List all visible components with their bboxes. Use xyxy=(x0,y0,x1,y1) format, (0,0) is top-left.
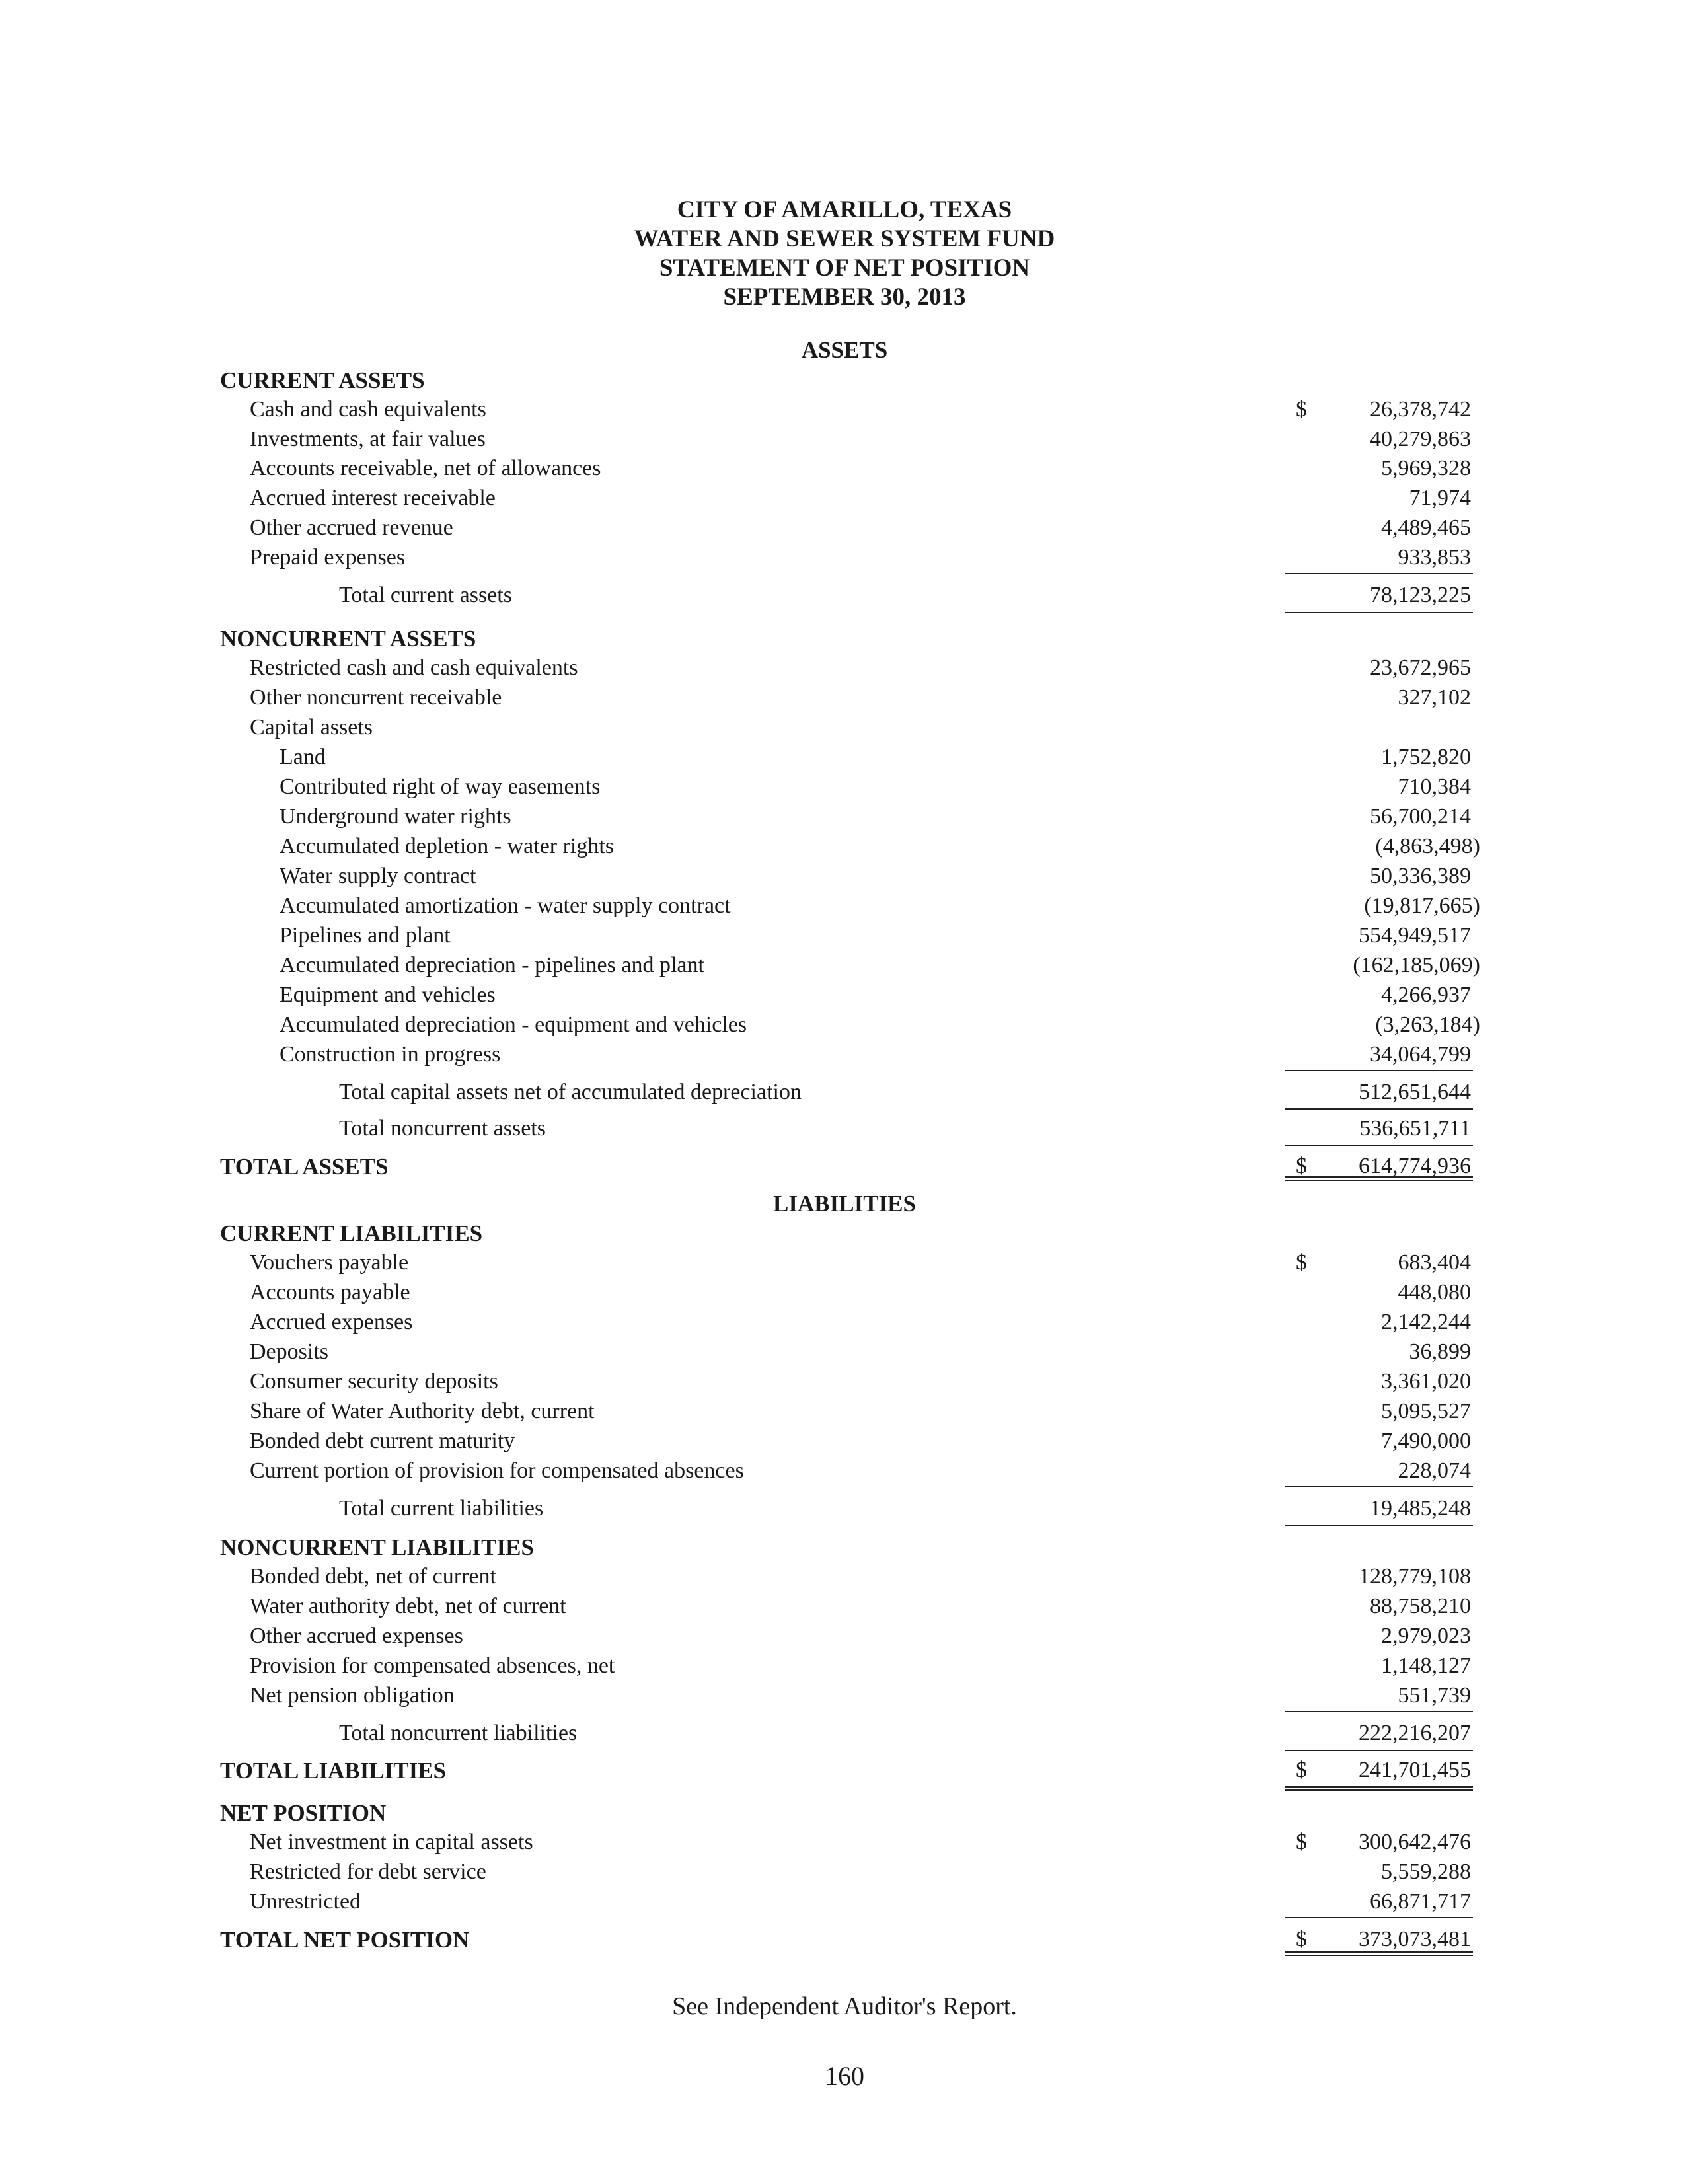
subtotal-rule xyxy=(1285,1711,1473,1712)
line-item-label: Share of Water Authority debt, current xyxy=(250,1399,595,1423)
line-item-amount: 1,752,820 xyxy=(1381,745,1471,769)
subtotal-amount: 512,651,644 xyxy=(1359,1080,1471,1104)
line-item-amount: 5,095,527 xyxy=(1381,1399,1471,1423)
line-item-label: Vouchers payable xyxy=(250,1250,409,1275)
line-item-label: Water authority debt, net of current xyxy=(250,1594,566,1618)
dollar-sign: $ xyxy=(1296,1927,1307,1951)
subtotal-label: Total noncurrent liabilities xyxy=(339,1721,578,1745)
line-item-amount: 36,899 xyxy=(1409,1339,1471,1364)
line-item-label: Other accrued expenses xyxy=(250,1624,463,1648)
subtotal-rule xyxy=(1285,1917,1473,1918)
line-item-label: Other noncurrent receivable xyxy=(250,685,502,710)
line-item-amount: (162,185,069) xyxy=(1353,953,1480,977)
dollar-sign: $ xyxy=(1296,1154,1307,1178)
total-net-position-amount: 373,073,481 xyxy=(1359,1927,1471,1951)
line-item-amount: 4,489,465 xyxy=(1381,515,1471,540)
fund-name: WATER AND SEWER SYSTEM FUND xyxy=(634,225,1055,252)
subtotal-rule xyxy=(1285,1525,1473,1526)
page-number: 160 xyxy=(825,2061,864,2091)
line-item-amount: (3,263,184) xyxy=(1375,1012,1480,1037)
assets-heading: ASSETS xyxy=(801,337,888,363)
double-rule xyxy=(1285,1951,1473,1956)
double-rule xyxy=(1285,1176,1473,1181)
subtotal-rule xyxy=(1285,1070,1473,1071)
noncurrent-liabilities-heading: NONCURRENT LIABILITIES xyxy=(220,1534,534,1560)
line-item-label: Bonded debt, net of current xyxy=(250,1564,496,1589)
line-item-label: Accumulated depletion - water rights xyxy=(280,834,615,858)
line-item-amount: 5,969,328 xyxy=(1381,456,1471,480)
line-item-amount: 5,559,288 xyxy=(1381,1860,1471,1884)
line-item-amount: 327,102 xyxy=(1398,685,1471,710)
line-item-label: Consumer security deposits xyxy=(250,1369,498,1394)
line-item-label: Equipment and vehicles xyxy=(280,983,496,1007)
line-item-amount: 128,779,108 xyxy=(1359,1564,1471,1589)
line-item-amount: 34,064,799 xyxy=(1370,1042,1471,1067)
subtotal-amount: 222,216,207 xyxy=(1359,1721,1471,1745)
subtotal-rule xyxy=(1285,612,1473,613)
line-item-label: Accrued interest receivable xyxy=(250,486,496,510)
dollar-sign: $ xyxy=(1296,397,1307,422)
noncurrent-assets-heading: NONCURRENT ASSETS xyxy=(220,626,476,652)
line-item-amount: 3,361,020 xyxy=(1381,1369,1471,1394)
line-item-label: Underground water rights xyxy=(280,804,511,829)
line-item-label: Net investment in capital assets xyxy=(250,1830,533,1854)
line-item-amount: 2,142,244 xyxy=(1381,1310,1471,1334)
total-assets-amount: 614,774,936 xyxy=(1359,1154,1471,1178)
line-item-amount: 56,700,214 xyxy=(1370,804,1471,829)
liabilities-heading: LIABILITIES xyxy=(773,1191,916,1217)
line-item-label: Other accrued revenue xyxy=(250,515,453,540)
total-liabilities-label: TOTAL LIABILITIES xyxy=(220,1758,447,1784)
line-item-amount: 7,490,000 xyxy=(1381,1429,1471,1453)
subtotal-rule xyxy=(1285,1750,1473,1751)
line-item-amount: 4,266,937 xyxy=(1381,983,1471,1007)
line-item-amount: 71,974 xyxy=(1409,486,1471,510)
line-item-amount: 2,979,023 xyxy=(1381,1624,1471,1648)
line-item-label: Restricted cash and cash equivalents xyxy=(250,656,578,680)
total-net-position-label: TOTAL NET POSITION xyxy=(220,1927,470,1953)
line-item-amount: 50,336,389 xyxy=(1370,864,1471,888)
line-item-amount: 228,074 xyxy=(1398,1458,1471,1483)
entity-name: CITY OF AMARILLO, TEXAS xyxy=(677,196,1012,223)
total-liabilities-amount: 241,701,455 xyxy=(1359,1758,1471,1782)
line-item-label: Provision for compensated absences, net xyxy=(250,1653,615,1678)
line-item-label: Construction in progress xyxy=(280,1042,501,1067)
line-item-label: Pipelines and plant xyxy=(280,923,451,948)
line-item-label: Accumulated depreciation - pipelines and plant xyxy=(280,953,704,977)
current-assets-heading: CURRENT ASSETS xyxy=(220,367,425,393)
subtotal-label: Total current liabilities xyxy=(339,1496,544,1521)
line-item-label: Restricted for debt service xyxy=(250,1860,486,1884)
subtotal-rule xyxy=(1285,1145,1473,1146)
subtotal-amount: 19,485,248 xyxy=(1370,1496,1471,1521)
line-item-label: Cash and cash equivalents xyxy=(250,397,486,422)
dollar-sign: $ xyxy=(1296,1250,1307,1275)
subtotal-rule xyxy=(1285,1108,1473,1110)
line-item-amount: (19,817,665) xyxy=(1364,893,1480,918)
total-assets-label: TOTAL ASSETS xyxy=(220,1154,389,1180)
line-item-amount: 448,080 xyxy=(1398,1280,1471,1304)
subtotal-amount: 78,123,225 xyxy=(1370,583,1471,607)
net-position-heading: NET POSITION xyxy=(220,1800,387,1826)
line-item-label: Current portion of provision for compensated absences xyxy=(250,1458,744,1483)
line-item-label: Accumulated depreciation - equipment and vehicles xyxy=(280,1012,747,1037)
subtotal-rule xyxy=(1285,573,1473,574)
line-item-amount: 554,949,517 xyxy=(1359,923,1471,948)
line-item-amount: 300,642,476 xyxy=(1359,1830,1471,1854)
line-item-label: Accounts receivable, net of allowances xyxy=(250,456,601,480)
subtotal-rule xyxy=(1285,1486,1473,1487)
line-item-amount: 88,758,210 xyxy=(1370,1594,1471,1618)
dollar-sign: $ xyxy=(1296,1758,1307,1782)
line-item-amount: 40,279,863 xyxy=(1370,427,1471,451)
dollar-sign: $ xyxy=(1296,1830,1307,1854)
subtotal-label: Total capital assets net of accumulated depreciation xyxy=(339,1080,802,1104)
line-item-label: Water supply contract xyxy=(280,864,476,888)
subtotal-label: Total noncurrent assets xyxy=(339,1116,546,1141)
statement-date: SEPTEMBER 30, 2013 xyxy=(723,283,966,311)
line-item-amount: 66,871,717 xyxy=(1370,1889,1471,1914)
line-item-amount: 710,384 xyxy=(1398,774,1471,799)
line-item-label: Deposits xyxy=(250,1339,328,1364)
subtotal-label: Total current assets xyxy=(339,583,512,607)
line-item-amount: 683,404 xyxy=(1398,1250,1471,1275)
line-item-label: Net pension obligation xyxy=(250,1683,455,1708)
line-item-amount: 26,378,742 xyxy=(1370,397,1471,422)
line-item-amount: 551,739 xyxy=(1398,1683,1471,1708)
auditor-note: See Independent Auditor's Report. xyxy=(672,1992,1017,2020)
double-rule xyxy=(1285,1786,1473,1791)
line-item-amount: 1,148,127 xyxy=(1381,1653,1471,1678)
line-item-label: Land xyxy=(280,745,326,769)
line-item-label: Bonded debt current maturity xyxy=(250,1429,515,1453)
subtotal-amount: 536,651,711 xyxy=(1359,1116,1471,1141)
line-item-label: Contributed right of way easements xyxy=(280,774,601,799)
line-item-amount: (4,863,498) xyxy=(1375,834,1480,858)
capital-assets-label: Capital assets xyxy=(250,715,373,739)
line-item-amount: 23,672,965 xyxy=(1370,656,1471,680)
current-liabilities-heading: CURRENT LIABILITIES xyxy=(220,1221,483,1246)
statement-title: STATEMENT OF NET POSITION xyxy=(659,254,1030,282)
line-item-label: Accumulated amortization - water supply contract xyxy=(280,893,731,918)
line-item-amount: 933,853 xyxy=(1398,545,1471,570)
line-item-label: Accrued expenses xyxy=(250,1310,413,1334)
line-item-label: Prepaid expenses xyxy=(250,545,406,570)
line-item-label: Unrestricted xyxy=(250,1889,361,1914)
line-item-label: Accounts payable xyxy=(250,1280,410,1304)
line-item-label: Investments, at fair values xyxy=(250,427,486,451)
